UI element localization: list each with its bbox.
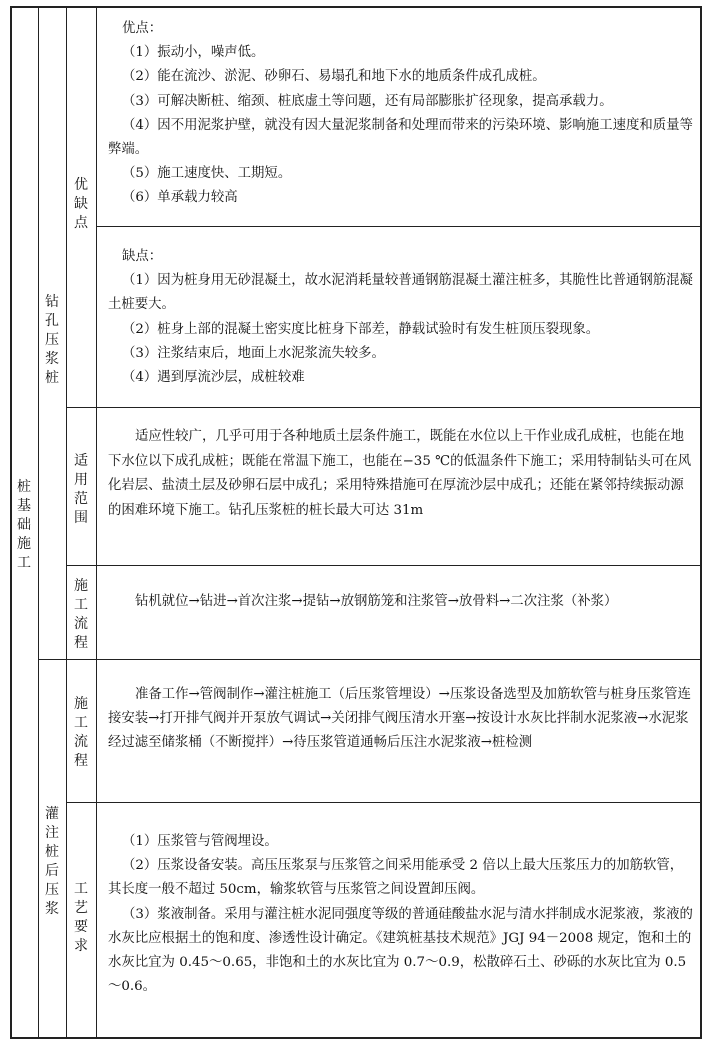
column-divider-1 [38, 7, 39, 1038]
category-post-grouted-pile: 灌注桩后压浆 [45, 806, 59, 917]
requirement-item: （1）压浆管与管阀埋设。 [122, 834, 278, 849]
row-divider-scope [66, 407, 701, 408]
cons-item: （2）桩身上部的混凝土密实度比桩身下部差，静载试验时有发生桩顶压裂现象。 [122, 321, 600, 337]
pros-heading: 优点： [122, 21, 163, 36]
column-divider-2 [66, 7, 67, 1038]
requirements-cell [108, 830, 694, 999]
process2-cell [108, 683, 694, 756]
pros-cell [108, 17, 694, 211]
cons-cell [108, 245, 694, 390]
cons-item: （4）遇到厚流沙层，成桩较难 [122, 370, 305, 386]
scope-text: 适应性较广，几乎可用于各种地质土层条件施工，既能在水位以上干作业成孔成桩，也能在地下水位以下成孔成桩；既能在常温下施工，也能在−35 ℃的低温条件下施工；采用特制钻头可在风化岩层、盐渍土层及砂卵石层中成孔；采用特殊措施可在厚流沙层中成孔；还能在紧邻持续振动源的困难环境下施工。钻孔压浆桩的桩长最大可达 31m [108, 429, 692, 518]
cons-heading: 缺点： [122, 249, 163, 264]
label-scope: 适用范围 [74, 453, 88, 526]
row-divider-process2 [66, 802, 701, 803]
column-divider-3 [96, 7, 97, 1038]
pros-item: （2）能在流沙、淤泥、砂卵石、易塌孔和地下水的地质条件成孔成桩。 [122, 69, 546, 85]
cons-item: （1）因为桩身用无砂混凝土，故水泥消耗量较普通钢筋混凝土灌注桩多，其脆性比普通钢筋混凝土桩要大。 [108, 273, 693, 313]
requirement-item: （2）压浆设备安装。高压压浆泵与压浆管之间采用能承受 2 倍以上最大压浆压力的加筋软管，其长度一般不超过 50cm，输浆软管与压浆管之间设置卸压阀。 [108, 858, 684, 898]
pros-item: （5）施工速度快、工期短。 [122, 166, 292, 182]
pros-item: （6）单承载力较高 [122, 190, 238, 206]
row-divider-group2 [38, 659, 701, 660]
category-drilled-grouted-pile: 钻孔压浆桩 [45, 294, 59, 386]
pros-item: （4）因不用泥浆护壁，就没有因大量泥浆制备和处理而带来的污染环境、影响施工速度和质量等弊端。 [108, 117, 693, 158]
label-pros-cons: 优缺点 [74, 177, 88, 231]
pros-item: （3）可解决断桩、缩颈、桩底虚土等问题，还有局部膨胀扩径现象，提高承载力。 [122, 93, 613, 109]
requirement-item: （3）浆液制备。采用与灌注桩水泥同强度等级的普通硅酸盐水泥与清水拌制成水泥浆液，浆液的水灰比应根据土的饱和度、渗透性设计确定。《建筑桩基技术规范》JGJ 94－2008 规定，饱和土的水灰比宜为 0.45～0.65，非饱和土的水灰比宜为 0.7～0.9，松散碎石土、砂砾的水灰比宜为 0.5～0.6。 [108, 906, 693, 995]
scope-cell [108, 425, 694, 523]
row-divider-pros-cons [96, 226, 701, 227]
cons-item: （3）注浆结束后，地面上水泥浆流失较多。 [122, 345, 385, 361]
pros-item: （1）振动小，噪声低。 [122, 45, 265, 61]
label-process2: 施工流程 [74, 696, 88, 769]
row-divider-process1 [66, 565, 701, 566]
category-pile-foundation: 桩基础施工 [17, 479, 31, 571]
label-requirements: 工艺要求 [74, 881, 88, 954]
process1-text: 钻机就位→钻进→首次注浆→提钻→放钢筋笼和注浆管→放骨料→二次注浆（补浆） [135, 594, 618, 609]
process1-cell [108, 590, 694, 614]
process2-text: 准备工作→管阀制作→灌注桩施工（后压浆管埋设）→压浆设备选型及加筋软管与桩身压浆管连接安装→打开排气阀并开泵放气调试→关闭排气阀压清水开塞→按设计水灰比拌制水泥浆液→水泥浆经过滤至储浆桶（不断搅拌）→待压浆管道通畅后压注水泥浆液→桩检测 [108, 687, 691, 751]
label-process1: 施工流程 [74, 578, 88, 651]
